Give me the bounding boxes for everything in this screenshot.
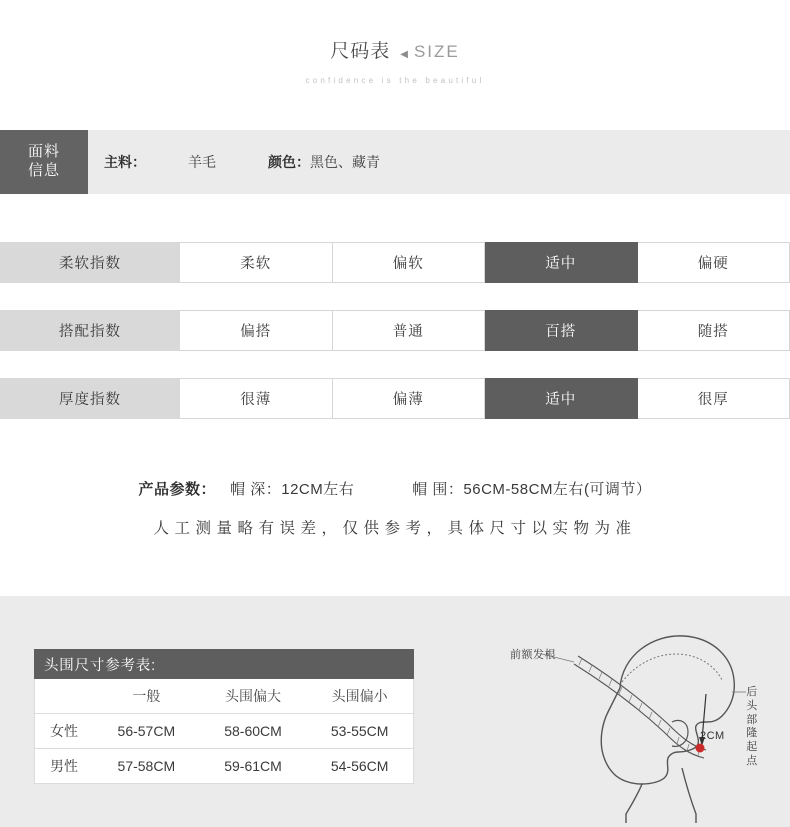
index-option: 偏硬 (638, 242, 790, 283)
params-circumference: 帽 围：56CM-58CM左右(可调节） (412, 481, 652, 498)
color-group (268, 152, 380, 172)
fabric-tag-line2: 信息 (27, 162, 60, 179)
table-header-row (34, 679, 414, 714)
index-rows (0, 242, 790, 446)
index-option: 偏薄 (333, 378, 486, 419)
table-cell: 57-58CM (117, 758, 176, 774)
head-size-table (34, 649, 414, 784)
measure-distance-label: 2CM (700, 730, 725, 742)
index-label-softness: 柔软指数 (0, 242, 180, 283)
table-row (34, 749, 414, 784)
page-title-sub: SIZE (413, 42, 460, 61)
front-hairline-label: 前额发根 (510, 649, 556, 661)
column-header: 头围偏小 (331, 688, 388, 704)
column-header: 一般 (132, 688, 161, 704)
back-head-label: 后头部隆起点 (746, 686, 758, 767)
index-option-selected: 适中 (485, 378, 638, 419)
fabric-tag-line1: 面料 (27, 143, 60, 161)
fabric-info-band (0, 130, 790, 194)
column-header (35, 679, 93, 713)
column-header: 头围偏大 (225, 688, 281, 704)
index-option: 柔软 (180, 242, 333, 283)
header-title-row (0, 36, 790, 63)
head-size-table-caption: 头围尺寸参考表: (34, 649, 414, 679)
index-label-match: 搭配指数 (0, 310, 180, 351)
index-option-selected: 适中 (485, 242, 638, 283)
params-depth: 帽 深：12CM左右 (230, 481, 355, 498)
index-label-thickness: 厚度指数 (0, 378, 180, 419)
page-title: 尺码表 (330, 41, 391, 62)
row-label: 男性 (50, 758, 78, 774)
params-title: 产品参数： (138, 481, 217, 498)
material-label: 主料： (104, 154, 146, 170)
product-params (0, 478, 790, 538)
index-option: 偏软 (333, 242, 486, 283)
left-arrow-icon: ◀ (400, 49, 408, 60)
reference-section (0, 596, 790, 827)
index-row-match (0, 310, 790, 351)
fabric-info-tag (0, 130, 88, 194)
material-value: 羊毛 (188, 154, 216, 170)
params-note: 人工测量略有误差，仅供参考，具体尺寸以实物为准 (153, 520, 637, 537)
table-cell: 59-61CM (224, 758, 282, 774)
color-label: 颜色： (268, 154, 310, 170)
table-cell: 54-56CM (330, 758, 389, 774)
index-row-thickness (0, 378, 790, 419)
head-measurement-illustration (470, 618, 770, 823)
params-line-primary (0, 478, 790, 499)
header-tagline: confidence is the beautiful (305, 76, 485, 85)
table-row (34, 714, 414, 749)
fabric-fields (88, 130, 790, 194)
row-label: 女性 (50, 723, 78, 739)
page-header (0, 0, 790, 85)
index-option: 很厚 (638, 378, 790, 419)
table-cell: 53-55CM (330, 723, 389, 739)
index-option: 普通 (333, 310, 486, 351)
index-option: 随搭 (638, 310, 790, 351)
index-option-selected: 百搭 (485, 310, 638, 351)
index-option: 很薄 (180, 378, 333, 419)
measure-point-marker (696, 744, 705, 753)
index-option: 偏搭 (180, 310, 333, 351)
table-cell: 58-60CM (224, 723, 282, 739)
material-group (104, 152, 216, 172)
table-cell: 56-57CM (117, 723, 176, 739)
color-value: 黑色、藏青 (310, 154, 380, 170)
index-row-softness (0, 242, 790, 283)
